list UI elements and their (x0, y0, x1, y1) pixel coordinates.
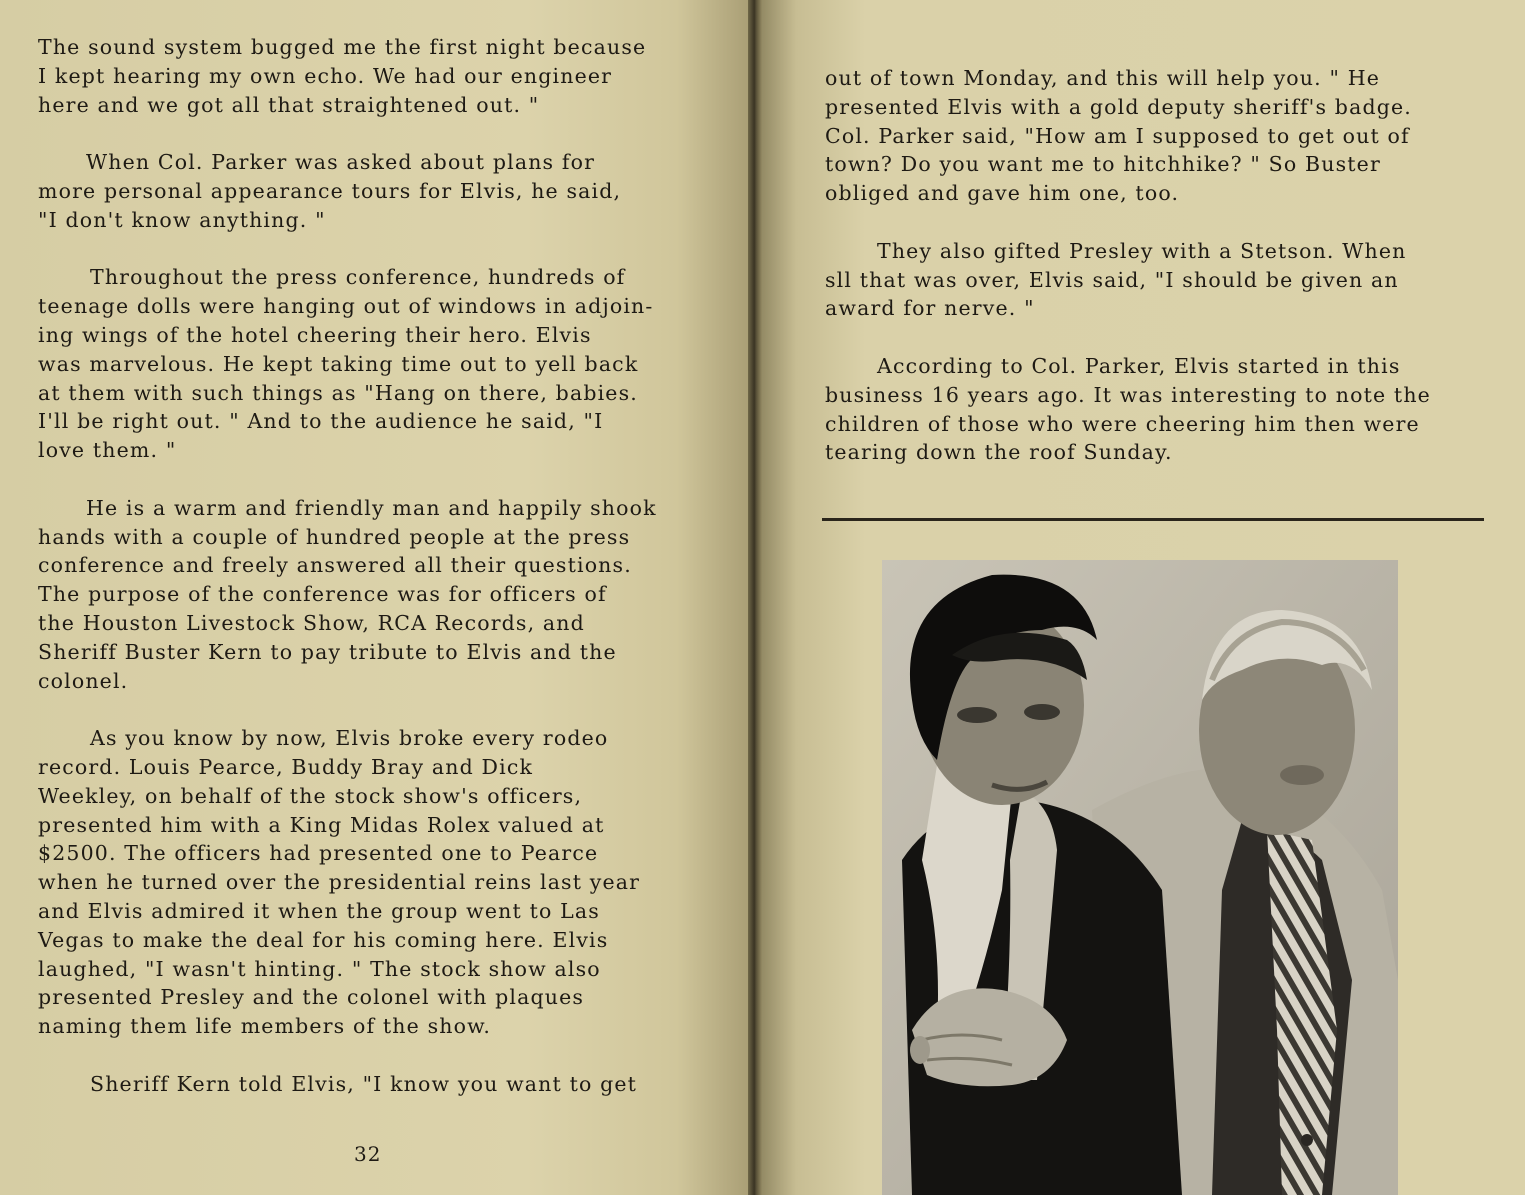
left-page-text (38, 33, 718, 1127)
text-line: business 16 years ago. It was interesting to note the (825, 382, 1431, 407)
paragraph (38, 1070, 718, 1099)
text-line: teenage dolls were hanging out of windows in adjoin- (38, 294, 654, 319)
paragraph (38, 148, 718, 234)
text-line: According to Col. Parker, Elvis started in this (877, 353, 1401, 378)
paragraph (38, 33, 718, 119)
horizontal-rule (822, 518, 1484, 521)
text-line: They also gifted Presley with a Stetson. When (877, 238, 1407, 263)
text-line: was marvelous. He kept taking time out to yell back (38, 351, 639, 376)
text-line: and Elvis admired it when the group went to Las (38, 898, 600, 923)
text-line: hands with a couple of hundred people at the press (38, 524, 631, 549)
text-line: $2500. The officers had presented one to Pearce (38, 841, 599, 866)
text-line: obliged and gave him one, too. (825, 181, 1180, 206)
text-line: naming them life members of the show. (38, 1014, 492, 1039)
text-line: Weekley, on behalf of the stock show's officers, (38, 783, 583, 808)
paragraph (38, 724, 718, 1041)
text-line: town? Do you want me to hitchhike? " So Buster (825, 152, 1381, 177)
photograph-illustration (882, 560, 1398, 1195)
text-line: record. Louis Pearce, Buddy Bray and Dick (38, 754, 534, 779)
text-line: award for nerve. " (825, 296, 1035, 321)
text-line: when he turned over the presidential reins last year (38, 870, 641, 895)
text-line: children of those who were cheering him then were (825, 411, 1420, 436)
photograph (882, 560, 1398, 1195)
paragraph (825, 64, 1495, 208)
text-line: presented Elvis with a gold deputy sheriff's badge. (825, 94, 1412, 119)
text-line: As you know by now, Elvis broke every rodeo (90, 726, 609, 751)
text-line: love them. " (38, 438, 177, 463)
text-line: sll that was over, Elvis said, "I should be given an (825, 267, 1399, 292)
text-line: conference and freely answered all their questions. (38, 553, 632, 578)
text-line: He is a warm and friendly man and happily shook (86, 495, 657, 520)
text-line: presented him with a King Midas Rolex valued at (38, 812, 605, 837)
text-line: here and we got all that straightened out. " (38, 92, 540, 117)
page-number: 32 (354, 1142, 382, 1166)
text-line: laughed, "I wasn't hinting. " The stock show also (38, 956, 601, 981)
text-line: presented Presley and the colonel with plaques (38, 985, 585, 1010)
paragraph (825, 352, 1495, 467)
text-line: Vegas to make the deal for his coming here. Elvis (38, 927, 609, 952)
text-line: "I don't know anything. " (38, 207, 326, 232)
text-line: tearing down the roof Sunday. (825, 440, 1173, 465)
text-line: more personal appearance tours for Elvis, he said, (38, 178, 622, 203)
text-line: the Houston Livestock Show, RCA Records, and (38, 610, 585, 635)
text-line: I'll be right out. " And to the audience he said, "I (38, 409, 604, 434)
text-line: out of town Monday, and this will help you. " He (825, 66, 1381, 90)
paragraph (38, 494, 718, 696)
text-line: Sheriff Kern told Elvis, "I know you want to get (90, 1071, 638, 1096)
text-line: I kept hearing my own echo. We had our engineer (38, 63, 613, 88)
book-gutter (748, 0, 762, 1195)
paragraph (38, 263, 718, 465)
paragraph (825, 237, 1495, 323)
text-line: The purpose of the conference was for officers of (38, 582, 607, 607)
text-line: Col. Parker said, "How am I supposed to get out of (825, 123, 1410, 148)
text-line: The sound system bugged me the first night because (38, 35, 647, 59)
text-line: at them with such things as "Hang on there, babies. (38, 380, 638, 405)
text-line: colonel. (38, 668, 129, 693)
text-line: Sheriff Buster Kern to pay tribute to Elvis and the (38, 639, 617, 664)
right-page-text (825, 64, 1495, 496)
text-line: ing wings of the hotel cheering their hero. Elvis (38, 322, 592, 347)
text-line: Throughout the press conference, hundreds of (90, 265, 626, 290)
text-line: When Col. Parker was asked about plans for (86, 150, 596, 175)
